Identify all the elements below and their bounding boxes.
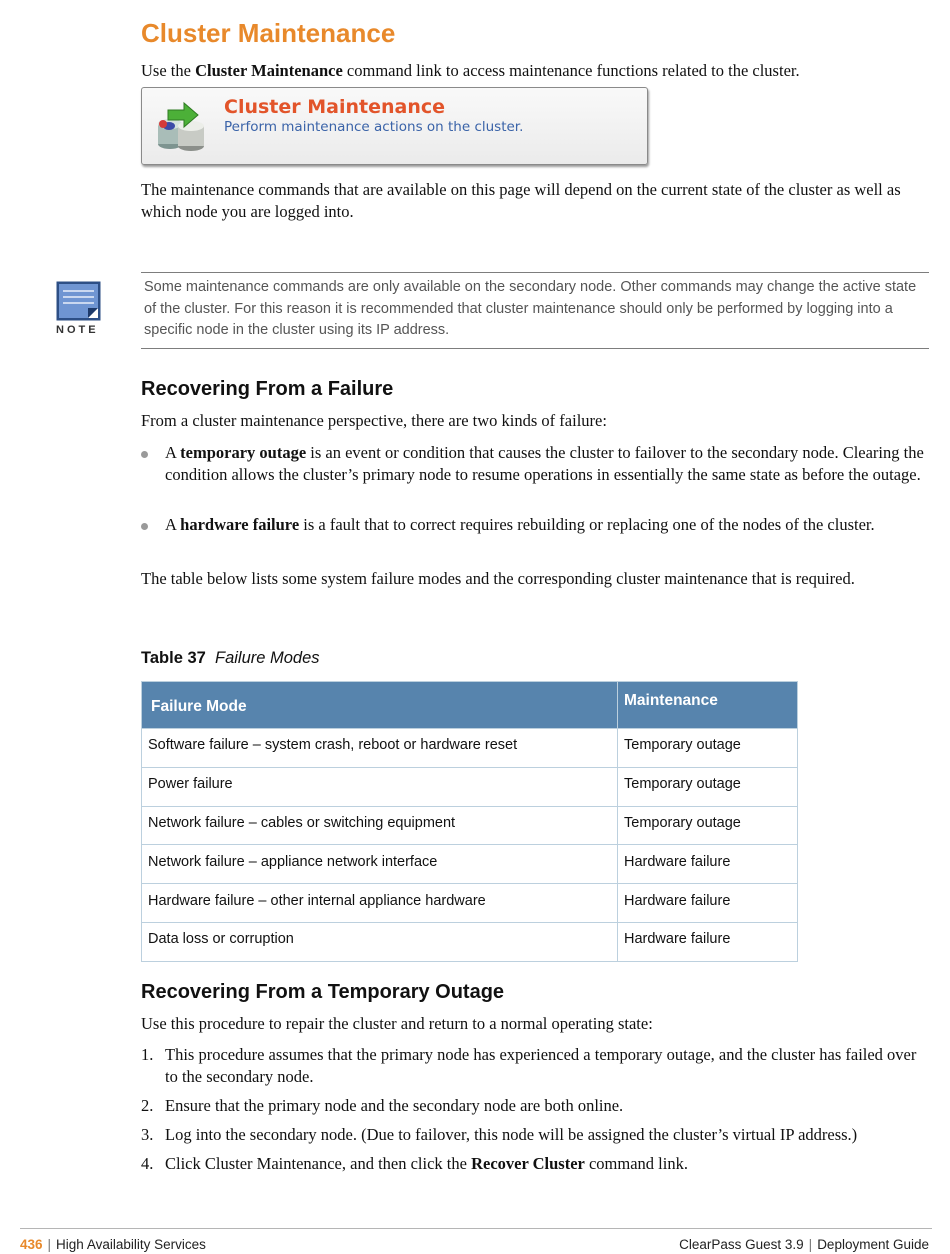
table-cell: Software failure – system crash, reboot or hardware reset xyxy=(142,729,618,768)
table-cell: Power failure xyxy=(142,767,618,806)
column-header-failure-mode: Failure Mode xyxy=(142,682,618,729)
table-intro: The table below lists some system failure modes and the corresponding cluster maintenance that is required. xyxy=(141,569,855,588)
cluster-maintenance-term: Cluster Maintenance xyxy=(195,61,343,80)
table-row xyxy=(142,922,798,961)
table-row xyxy=(142,845,798,884)
failure-lead: From a cluster maintenance perspective, there are two kinds of failure: xyxy=(141,411,607,430)
table-cell: Network failure – cables or switching equipment xyxy=(142,806,618,845)
step-number: 1. xyxy=(141,1045,154,1064)
failure-modes-table xyxy=(141,681,798,962)
step-number: 3. xyxy=(141,1125,154,1144)
table-cell: Data loss or corruption xyxy=(142,922,618,961)
table-caption: Table 37 Failure Modes xyxy=(141,649,320,667)
step-number: 2. xyxy=(141,1096,154,1115)
guide-title: Deployment Guide xyxy=(817,1237,929,1252)
page-title: Cluster Maintenance xyxy=(141,18,396,48)
banner-subtitle: Perform maintenance actions on the cluster. xyxy=(224,119,524,135)
bullet-icon xyxy=(141,451,148,458)
table-row xyxy=(142,729,798,768)
chapter-title: High Availability Services xyxy=(56,1237,206,1252)
table-row xyxy=(142,806,798,845)
cluster-maintenance-command-link[interactable] xyxy=(141,87,648,165)
table-row xyxy=(142,767,798,806)
table-cell: Temporary outage xyxy=(618,767,798,806)
table-cell: Temporary outage xyxy=(618,806,798,845)
section-heading-temporary-outage: Recovering From a Temporary Outage xyxy=(141,981,505,1003)
page-number: 436 xyxy=(20,1237,43,1252)
footer-divider xyxy=(20,1228,932,1229)
table-cell: Temporary outage xyxy=(618,729,798,768)
banner-title: Cluster Maintenance xyxy=(224,96,446,118)
footer-right: ClearPass Guest 3.9 | Deployment Guide xyxy=(679,1237,929,1252)
database-arrow-icon xyxy=(152,96,212,158)
section-heading-failure: Recovering From a Failure xyxy=(141,378,394,400)
table-row xyxy=(142,884,798,923)
table-cell: Network failure – appliance network interface xyxy=(142,845,618,884)
table-cell: Hardware failure xyxy=(618,845,798,884)
note-callout xyxy=(141,272,929,349)
recover-cluster-term: Recover Cluster xyxy=(471,1154,585,1173)
temporary-outage-lead: Use this procedure to repair the cluster and return to a normal operating state: xyxy=(141,1014,653,1033)
table-cell: Hardware failure – other internal appliance hardware xyxy=(142,884,618,923)
table-header-row xyxy=(142,682,798,729)
availability-paragraph: The maintenance commands that are available on this page will depend on the current state of the cluster as well as which node you are logged into. xyxy=(141,180,901,221)
footer-left: 436 | High Availability Services xyxy=(20,1237,206,1252)
intro-paragraph: Use the Cluster Maintenance command link to access maintenance functions related to the cluster. xyxy=(141,61,800,80)
column-header-maintenance: Maintenance xyxy=(618,682,798,729)
note-label: NOTE xyxy=(56,324,99,336)
table-cell: Hardware failure xyxy=(618,922,798,961)
note-text: Some maintenance commands are only available on the secondary node. Other commands may change the active state of the cluster. For this reason it is recommended that cluster maintenance should only be performed by logging into a specific node in the cluster using its IP address. xyxy=(144,279,917,338)
bullet-icon xyxy=(141,523,148,530)
table-cell: Hardware failure xyxy=(618,884,798,923)
note-icon xyxy=(56,281,101,321)
product-name: ClearPass Guest 3.9 xyxy=(679,1237,804,1252)
step-number: 4. xyxy=(141,1154,154,1173)
